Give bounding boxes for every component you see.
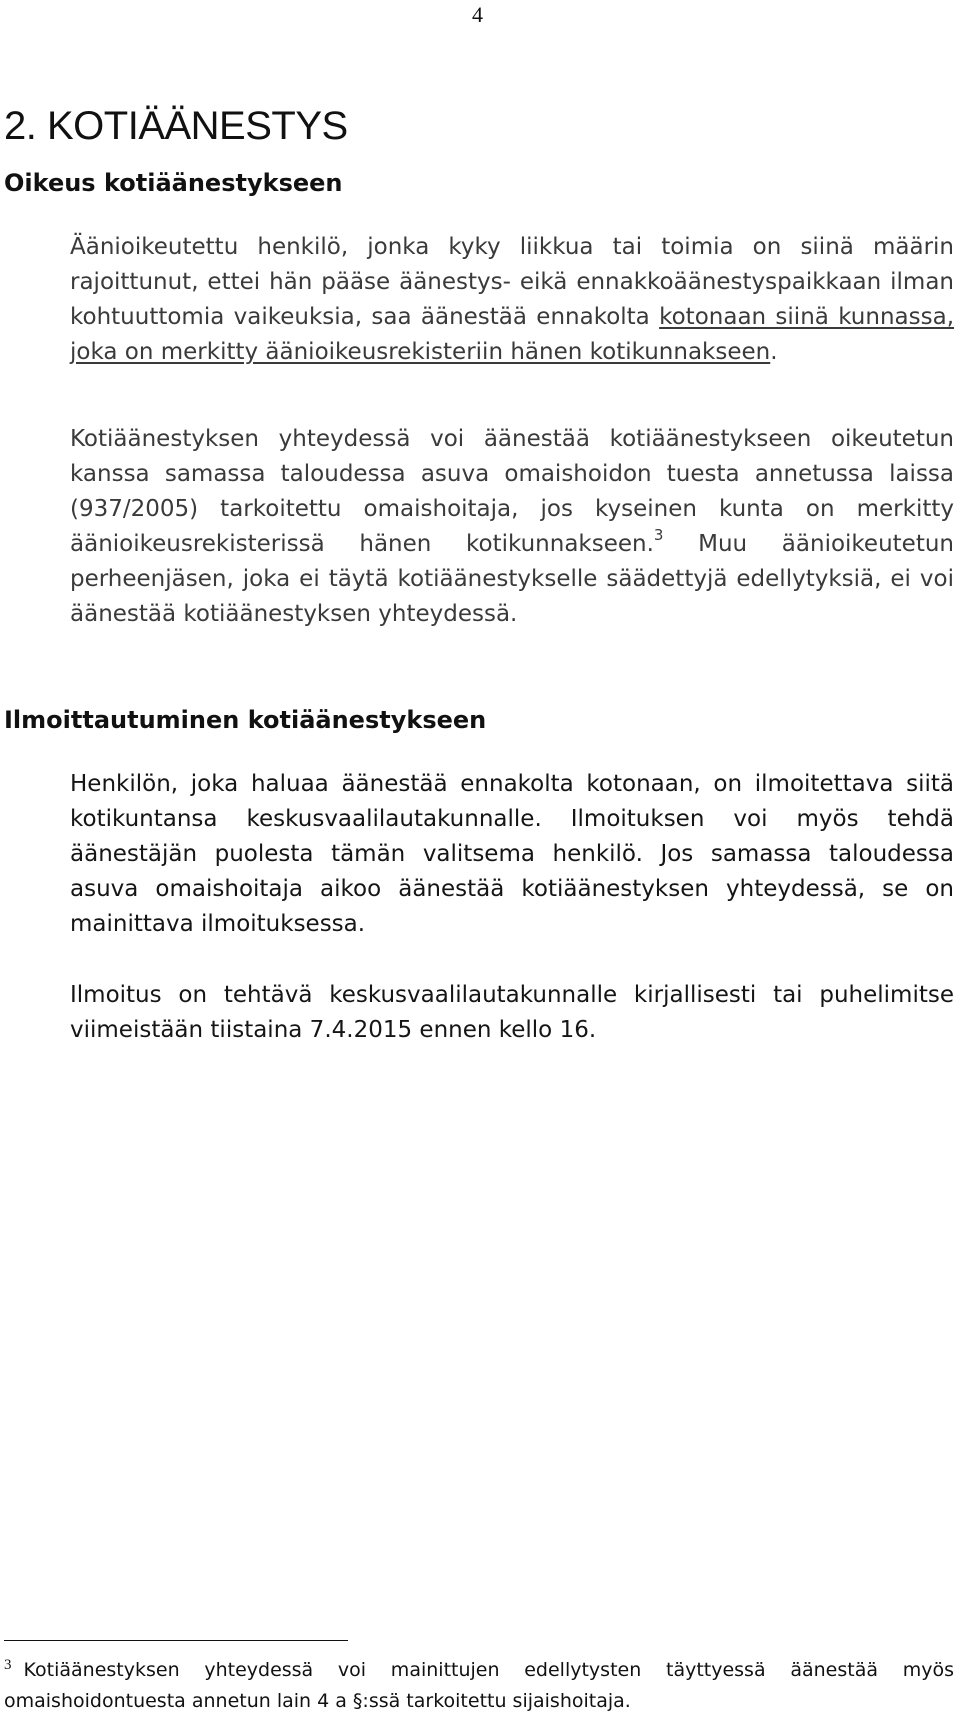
- footnote-divider: [4, 1640, 348, 1641]
- subsection-heading-oikeus: Oikeus kotiäänestykseen: [4, 169, 343, 197]
- footnote-text: Kotiäänestyksen yhteydessä voi mainittujen edellytysten täyttyessä äänestää myös omaishoidontuesta annetun lain 4 a §:ssä tarkoitettu sijaishoitaja.: [4, 1659, 954, 1712]
- kotonaan-link[interactable]: kotonaan siinä kunnassa, joka on merkitty äänioikeusrekisteriin hänen kotikunnakseen: [70, 304, 955, 365]
- section-title: 2. KOTIÄÄNESTYS: [4, 104, 348, 148]
- footnote-number: 3: [4, 1657, 12, 1673]
- paragraph-oikeus-2-text: Kotiäänestyksen yhteydessä voi äänestää kotiäänestykseen oikeutetun kanssa samassa taloudessa asuva omaishoidon tuesta annetussa laissa (937/2005) tarkoitettu omaishoitaja, jos kyseinen kunta on merkitty äänioikeusrekisterissä hänen kotikunnakseen.: [70, 426, 954, 557]
- paragraph-oikeus-1-text: Äänioikeutettu henkilö, jonka kyky liikkua tai toimia on siinä määrin rajoittunut, ettei hän pääse äänestys- eikä ennakkoäänestyspaikkaan ilman kohtuuttomia vaikeuksia, saa äänestää ennakolta: [70, 234, 954, 330]
- page-number: 4: [472, 2, 483, 27]
- paragraph-ilmoittautuminen-2: Ilmoitus on tehtävä keskusvaalilautakunnalle kirjallisesti tai puhelimitse viimeistään tiistaina 7.4.2015 ennen kello 16.: [70, 982, 954, 1043]
- footnote-reference: 3: [653, 526, 664, 545]
- footnote: [4, 1656, 954, 1716]
- paragraph-ilmoittautuminen-1: Henkilön, joka haluaa äänestää ennakolta kotonaan, on ilmoitettava siitä kotikuntansa keskusvaalilautakunnalle. Ilmoituksen voi myös tehdä äänestäjän puolesta tämän valitsema henkilö. Jos samassa taloudessa asuva omaishoitaja aikoo äänestää kotiäänestyksen yhteydessä, se on mainittava ilmoituksessa.: [70, 771, 954, 937]
- subsection-heading-ilmoittautuminen: Ilmoittautuminen kotiäänestykseen: [4, 706, 487, 734]
- paragraph-oikeus-1-end: .: [770, 339, 778, 365]
- paragraph-oikeus-2: [70, 422, 954, 632]
- paragraph-oikeus-2-rest: Muu äänioikeutetun perheenjäsen, joka ei täytä kotiäänestykselle säädettyjä edellytyksiä, ei voi äänestää kotiäänestyksen yhteydessä.: [70, 531, 954, 627]
- paragraph-oikeus-1: [70, 230, 954, 370]
